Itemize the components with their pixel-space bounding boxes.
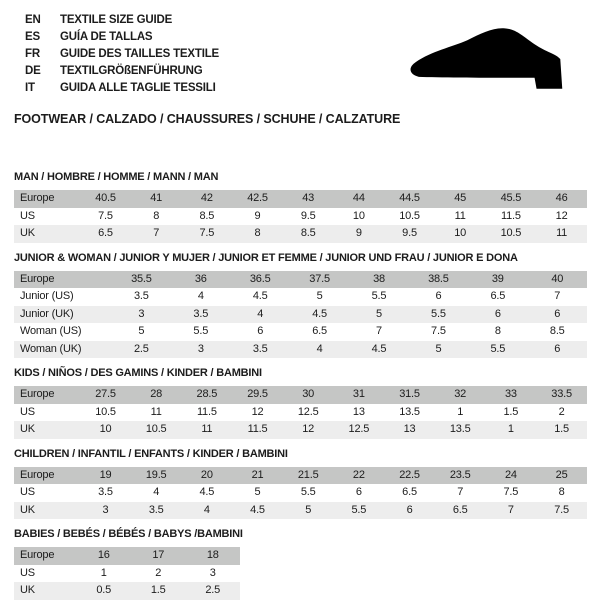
- row-label: Woman (UK): [20, 342, 82, 355]
- size-cell: 12: [251, 405, 264, 418]
- size-cell: 7.5: [431, 325, 446, 338]
- size-cell: 43: [302, 192, 315, 205]
- table-title: BABIES / BEBÉS / BÉBÉS / BABYS /BAMBINI: [14, 528, 243, 540]
- size-cell: 5: [435, 342, 442, 355]
- table-row: [14, 341, 587, 359]
- size-cell: 6: [554, 342, 561, 355]
- size-cell: 25: [555, 468, 568, 481]
- size-cell: 6.5: [402, 486, 417, 499]
- size-cell: 1.5: [554, 423, 569, 436]
- size-cell: 40.5: [95, 192, 116, 205]
- size-table-section: [14, 527, 587, 600]
- size-cell: 6: [554, 307, 561, 320]
- row-label: Europe: [20, 272, 55, 285]
- language-label: TEXTILGRÖßENFÜHRUNG: [60, 65, 203, 77]
- row-label: Europe: [20, 549, 55, 562]
- size-cell: 12: [555, 209, 568, 222]
- size-cell: 10.5: [399, 209, 420, 222]
- size-cell: 1: [457, 405, 464, 418]
- row-label: US: [20, 209, 35, 222]
- row-label: Europe: [20, 388, 55, 401]
- size-cell: 37.5: [309, 272, 330, 285]
- size-cell: 13: [352, 405, 365, 418]
- size-cell: 22.5: [399, 468, 420, 481]
- size-cell: 4: [153, 486, 160, 499]
- size-cell: 5: [254, 486, 261, 499]
- size-cell: 4.5: [252, 290, 268, 303]
- table-row: [14, 502, 587, 520]
- row-label: UK: [20, 423, 35, 436]
- language-label: TEXTILE SIZE GUIDE: [60, 14, 173, 26]
- size-cell: 0.5: [96, 584, 112, 597]
- size-cell: 5.5: [490, 342, 506, 355]
- row-label: US: [20, 405, 35, 418]
- size-cell: 7: [153, 227, 160, 240]
- size-cell: 42: [200, 192, 213, 205]
- size-cell: 10.5: [95, 405, 116, 418]
- size-cell: 8: [254, 227, 261, 240]
- size-cell: 1: [507, 423, 514, 436]
- size-cell: 31: [352, 388, 365, 401]
- size-cell: 32: [454, 388, 467, 401]
- size-cell: 28: [150, 388, 163, 401]
- size-cell: 5.5: [193, 325, 209, 338]
- size-cell: 10.5: [145, 423, 167, 436]
- size-cell: 11: [201, 423, 213, 436]
- size-cell: 7.5: [199, 227, 215, 240]
- size-cell: 42.5: [247, 192, 268, 205]
- size-cell: 9.5: [300, 209, 316, 222]
- table-title: KIDS / NIÑOS / DES GAMINS / KINDER / BAMBINI: [14, 367, 262, 379]
- size-cell: 6.5: [312, 325, 327, 338]
- size-cell: 19: [99, 468, 112, 481]
- table-row: [14, 386, 587, 404]
- size-cell: 20: [200, 468, 213, 481]
- size-cell: 5.5: [300, 486, 316, 499]
- size-cell: 12.5: [348, 423, 370, 436]
- size-table-section: [14, 170, 587, 243]
- size-cell: 8.5: [549, 325, 565, 338]
- size-cell: 3.5: [148, 503, 164, 516]
- language-code: EN: [25, 14, 41, 26]
- size-cell: 33: [504, 388, 517, 401]
- size-cell: 5: [316, 290, 323, 303]
- size-cell: 9: [355, 227, 362, 240]
- size-cell: 46: [555, 192, 568, 205]
- size-cell: 40: [551, 272, 564, 285]
- size-cell: 44: [352, 192, 365, 205]
- size-cell: 39: [491, 272, 504, 285]
- row-label: UK: [20, 227, 35, 240]
- size-cell: 6.5: [98, 227, 113, 240]
- table-row: [14, 225, 587, 243]
- table-row: [14, 565, 240, 583]
- size-cell: 12: [302, 423, 315, 436]
- language-code: DE: [25, 65, 41, 77]
- size-cell: 1.5: [150, 584, 166, 597]
- row-label: Europe: [20, 468, 55, 481]
- size-cell: 7.5: [554, 503, 569, 516]
- size-cell: 28.5: [196, 388, 218, 401]
- size-cell: 5.5: [351, 503, 367, 516]
- size-cell: 6: [435, 290, 442, 303]
- table-row: [14, 547, 240, 565]
- row-label: Junior (UK): [20, 307, 74, 320]
- table-row: [14, 404, 587, 422]
- size-cell: 21.5: [297, 468, 319, 481]
- size-cell: 3: [138, 307, 145, 320]
- size-cell: 33.5: [551, 388, 572, 401]
- size-cell: 10.5: [500, 227, 522, 240]
- row-label: US: [20, 486, 35, 499]
- language-code: IT: [25, 82, 35, 94]
- size-cell: 7.5: [98, 209, 113, 222]
- size-cell: 11: [150, 405, 162, 418]
- size-cell: 11: [556, 227, 568, 240]
- size-cell: 10: [454, 227, 467, 240]
- size-cell: 13.5: [399, 405, 420, 418]
- size-cell: 2.5: [134, 342, 149, 355]
- size-table: [14, 386, 587, 439]
- row-label: Junior (US): [20, 290, 74, 303]
- row-label: Europe: [20, 192, 55, 205]
- size-cell: 4: [257, 307, 264, 320]
- language-label: GUÍA DE TALLAS: [60, 31, 153, 43]
- size-cell: 6.5: [490, 290, 506, 303]
- language-code: ES: [25, 31, 40, 43]
- table-title: CHILDREN / INFANTIL / ENFANTS / KINDER / BAMBINI: [14, 447, 288, 460]
- size-cell: 10: [352, 209, 365, 222]
- table-row: [14, 190, 587, 208]
- size-cell: 41: [150, 192, 163, 205]
- size-table: [14, 271, 587, 359]
- row-label: Woman (US): [20, 325, 82, 338]
- dress-shoe-icon: [407, 25, 585, 97]
- size-cell: 3.5: [252, 342, 268, 355]
- size-cell: 44.5: [399, 192, 420, 205]
- size-cell: 24: [504, 468, 517, 481]
- size-cell: 6: [494, 307, 501, 320]
- size-cell: 7: [457, 486, 464, 499]
- size-table: [14, 467, 587, 520]
- table-row: [14, 271, 587, 289]
- size-table: [14, 190, 587, 243]
- size-cell: 8: [558, 486, 565, 499]
- size-cell: 3: [209, 566, 216, 579]
- size-cell: 6: [355, 486, 362, 499]
- size-cell: 17: [152, 549, 165, 562]
- size-cell: 5: [305, 503, 312, 516]
- size-cell: 1: [100, 566, 107, 579]
- size-cell: 12.5: [297, 405, 319, 418]
- size-cell: 30: [302, 388, 315, 401]
- size-cell: 21: [251, 468, 264, 481]
- language-label: GUIDE DES TAILLES TEXTILE: [60, 48, 219, 60]
- table-row: [14, 306, 587, 324]
- size-cell: 45.5: [500, 192, 522, 205]
- size-cell: 10: [99, 423, 112, 436]
- size-cell: 7: [554, 290, 561, 303]
- size-cell: 11: [454, 209, 466, 222]
- size-cell: 4.5: [371, 342, 387, 355]
- size-cell: 9: [254, 209, 261, 222]
- size-cell: 8: [153, 209, 160, 222]
- size-cell: 6: [257, 325, 264, 338]
- size-cell: 4: [203, 503, 210, 516]
- size-tables: [14, 170, 587, 600]
- size-cell: 6: [406, 503, 413, 516]
- size-cell: 2.5: [205, 584, 221, 597]
- size-cell: 13.5: [449, 423, 471, 436]
- size-cell: 3.5: [134, 290, 149, 303]
- size-cell: 9.5: [402, 227, 417, 240]
- size-cell: 5.5: [431, 307, 446, 320]
- size-cell: 7: [376, 325, 382, 338]
- size-cell: 11.5: [500, 209, 521, 222]
- table-row: [14, 323, 587, 341]
- size-cell: 1.5: [503, 405, 519, 418]
- size-cell: 4.5: [199, 486, 215, 499]
- size-cell: 22: [352, 468, 365, 481]
- table-row: [14, 288, 587, 306]
- size-cell: 38.5: [428, 272, 449, 285]
- size-cell: 5.5: [371, 290, 387, 303]
- size-cell: 3: [102, 503, 109, 516]
- size-cell: 8.5: [199, 209, 215, 222]
- size-cell: 35.5: [131, 272, 152, 285]
- table-row: [14, 467, 587, 485]
- language-label: GUIDA ALLE TAGLIE TESSILI: [60, 82, 216, 94]
- size-cell: 13: [403, 423, 416, 436]
- size-cell: 7.5: [503, 486, 519, 499]
- size-cell: 5: [376, 307, 382, 320]
- size-cell: 31.5: [399, 388, 420, 401]
- size-cell: 6.5: [452, 503, 468, 516]
- size-cell: 2: [155, 566, 162, 579]
- size-table-section: [14, 366, 587, 439]
- category-title: FOOTWEAR / CALZADO / CHAUSSURES / SCHUHE / CALZATURE: [14, 112, 401, 126]
- size-cell: 4.5: [250, 503, 265, 516]
- size-cell: 19.5: [145, 468, 167, 481]
- table-row: [14, 582, 240, 600]
- row-label: UK: [20, 584, 35, 597]
- size-cell: 18: [206, 549, 219, 562]
- row-label: UK: [20, 503, 35, 516]
- size-cell: 36: [194, 272, 207, 285]
- size-cell: 38: [373, 272, 385, 285]
- table-title: MAN / HOMBRE / HOMME / MANN / MAN: [14, 171, 219, 183]
- size-cell: 23.5: [449, 468, 471, 481]
- size-cell: 3.5: [193, 307, 209, 320]
- size-cell: 45: [454, 192, 467, 205]
- size-table-section: [14, 447, 587, 520]
- language-code: FR: [25, 48, 40, 60]
- size-cell: 7: [507, 503, 514, 516]
- size-cell: 29.5: [247, 388, 268, 401]
- size-cell: 36.5: [249, 272, 271, 285]
- table-row: [14, 421, 587, 439]
- size-cell: 2: [558, 405, 565, 418]
- size-cell: 8.5: [300, 227, 316, 240]
- size-cell: 3: [197, 342, 204, 355]
- size-cell: 8: [494, 325, 501, 338]
- row-label: US: [20, 566, 35, 579]
- size-cell: 4.5: [312, 307, 327, 320]
- table-row: [14, 208, 587, 226]
- size-cell: 5: [138, 325, 145, 338]
- size-cell: 3.5: [98, 486, 113, 499]
- size-cell: 27.5: [95, 388, 116, 401]
- size-cell: 11.5: [247, 423, 268, 436]
- table-title: JUNIOR & WOMAN / JUNIOR Y MUJER / JUNIOR ET FEMME / JUNIOR UND FRAU / JUNIOR E DONA: [14, 251, 518, 264]
- table-row: [14, 484, 587, 502]
- size-table: [14, 547, 240, 600]
- size-cell: 16: [97, 549, 110, 562]
- size-cell: 4: [316, 342, 323, 355]
- size-cell: 4: [197, 290, 204, 303]
- size-cell: 11.5: [196, 405, 217, 418]
- size-table-section: [14, 251, 587, 359]
